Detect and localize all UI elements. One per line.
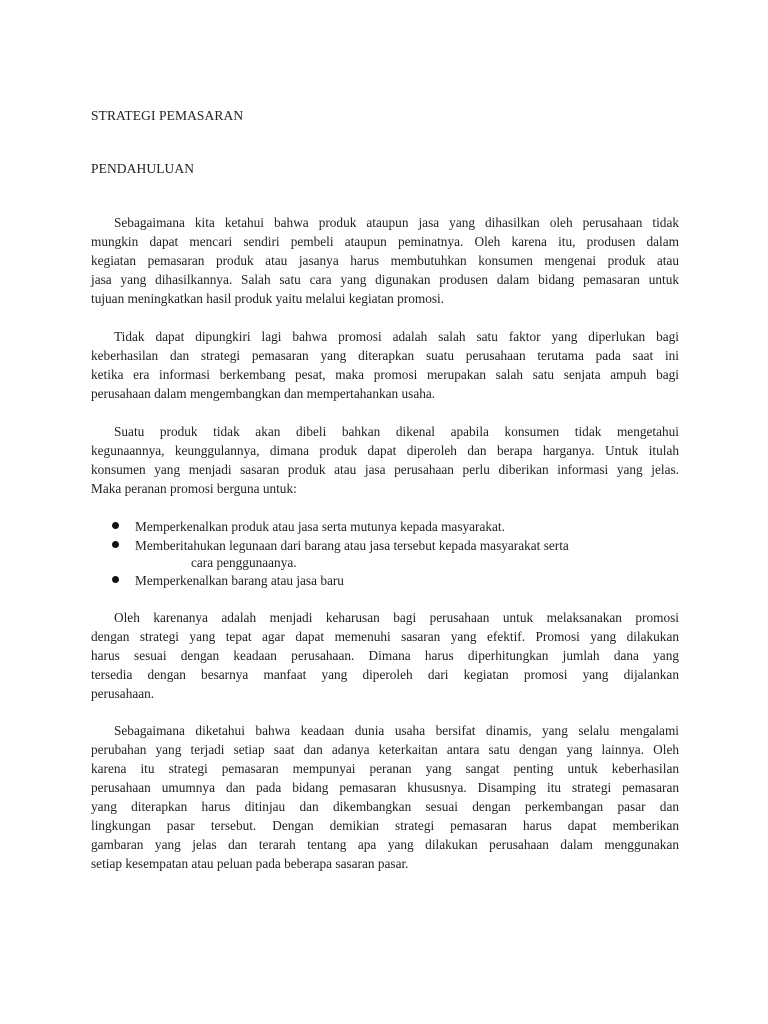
text-line: yang diterapkan harus ditinjau dan dikembangkan sesuai dengan perkembangan pasar dan [91,799,679,814]
list-item-text: Memperkenalkan barang atau jasa baru [135,573,344,588]
list-item [112,536,569,571]
paragraph-5 [91,721,679,873]
text-line: Oleh karenanya adalah menjadi keharusan bagi perusahaan untuk melaksanakan promosi [114,610,679,625]
text-line: perusahaan dalam mengembangkan dan mempertahankan usaha. [91,386,436,401]
text-line: Suatu produk tidak akan dibeli bahkan dikenal apabila konsumen tidak mengetahui [114,424,679,439]
text-line: keberhasilan dan strategi pemasaran yang diterapkan suatu perusahaan terutama pada saat ini [91,348,679,363]
paragraph-3 [91,422,679,498]
list-item [112,517,569,536]
text-line: lingkungan pasar tersebut. Dengan demikian strategi pemasaran harus dapat memberikan [91,818,679,833]
text-line: kegiatan pemasaran produk atau jasanya harus membutuhkan konsumen mengenai produk atau [91,253,679,268]
list-item-continuation: cara penggunaanya. [191,555,297,570]
paragraph-1 [91,213,679,308]
text-line: perusahaan. [91,686,155,701]
document-title: STRATEGI PEMASARAN [91,108,244,123]
text-line: Sebagaimana kita ketahui bahwa produk ataupun jasa yang dihasilkan oleh perusahaan tidak [114,215,679,230]
text-line: harus sesuai dengan keadaan perusahaan. Dimana harus diperhitungkan jumlah dana yang [91,648,679,663]
list-item [112,571,569,590]
text-line: Maka peranan promosi berguna untuk: [91,481,297,496]
bullet-icon [112,541,119,548]
text-line: tujuan meningkatkan hasil produk yaitu melalui kegiatan promosi. [91,291,445,306]
text-line: karena itu strategi pemasaran mempunyai peranan yang sangat penting untuk keberhasilan [91,761,679,776]
bullet-icon [112,522,119,529]
text-line: gambaran yang jelas dan terarah tentang apa yang dilakukan perusahaan dalam menggunakan [91,837,679,852]
bullet-list [112,517,569,590]
paragraph-4 [91,608,679,703]
text-line: kegunaannya, keunggulannya, dimana produk dapat diperoleh dan berapa harganya. Untuk itulah [91,443,679,458]
section-heading: PENDAHULUAN [91,161,195,176]
text-line: ketika era informasi berkembang pesat, maka promosi merupakan salah satu senjata ampuh bagi [91,367,679,382]
text-line: Sebagaimana diketahui bahwa keadaan dunia usaha bersifat dinamis, yang selalu mengalami [114,723,679,738]
text-line: setiap kesempatan atau peluan pada beberapa sasaran pasar. [91,856,409,871]
text-line: perubahan yang terjadi setiap saat dan adanya keterkaitan antara satu dengan yang lainnya. Oleh [91,742,679,757]
text-line: konsumen yang menjadi sasaran produk atau jasa perusahaan perlu diberikan informasi yang jelas. [91,462,679,477]
text-line: perusahaan umumnya dan pada bidang pemasaran khususnya. Disamping itu strategi pemasaran [91,780,679,795]
bullet-icon [112,576,119,583]
text-line: dengan strategi yang tepat agar dapat memenuhi sasaran yang efektif. Promosi yang dilakukan [91,629,679,644]
paragraph-2 [91,327,679,403]
list-item-text: Memberitahukan legunaan dari barang atau jasa tersebut kepada masyarakat serta [135,538,569,553]
text-line: tersedia dengan besarnya manfaat yang diperoleh dari kegiatan promosi yang dijalankan [91,667,679,682]
list-item-text: Memperkenalkan produk atau jasa serta mutunya kepada masyarakat. [135,519,505,534]
text-line: mungkin dapat mencari sendiri pembeli ataupun peminatnya. Oleh karena itu, produsen dalam [91,234,679,249]
text-line: Tidak dapat dipungkiri lagi bahwa promosi adalah salah satu faktor yang diperlukan bagi [114,329,679,344]
text-line: jasa yang dihasilkannya. Salah satu cara yang digunakan produsen dalam bidang pemasaran untuk [91,272,679,287]
